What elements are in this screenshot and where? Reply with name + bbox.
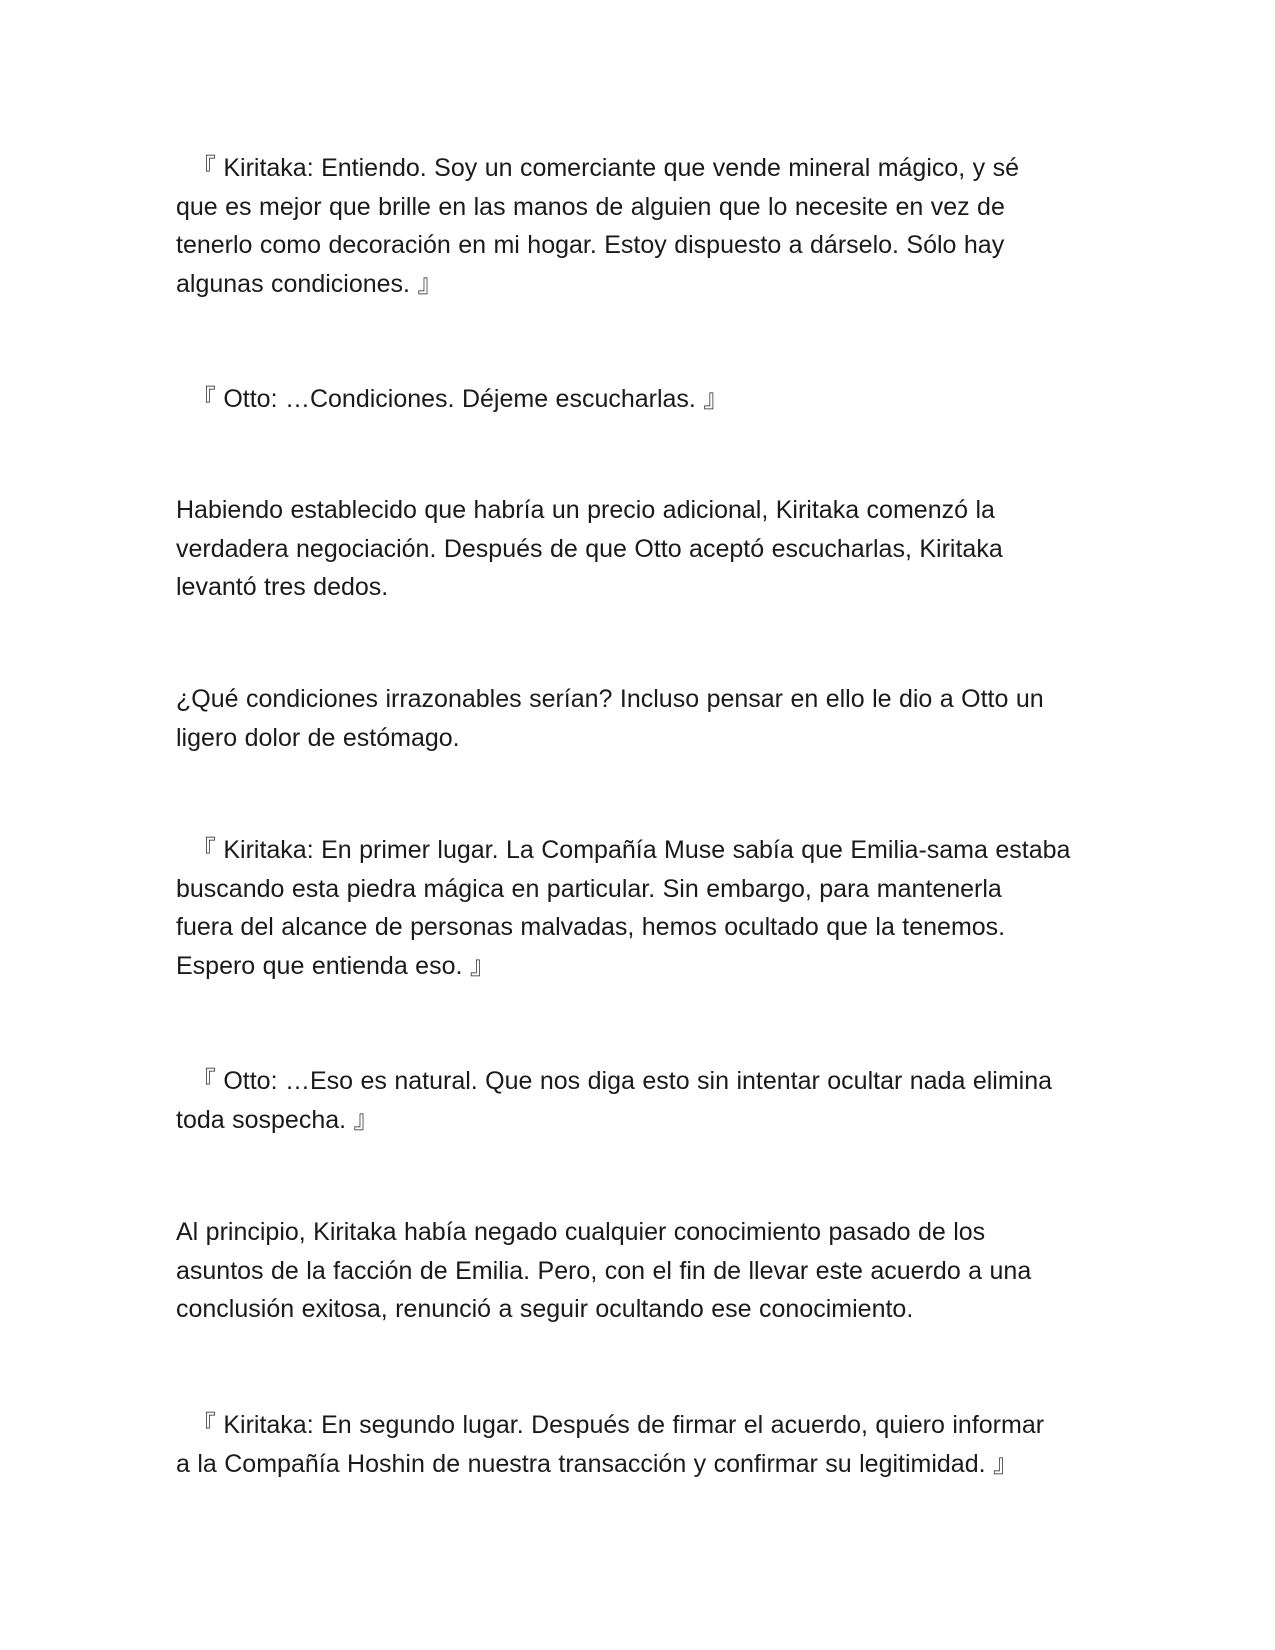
narration-negociacion: Habiendo establecido que habría un precio adicional, Kiritaka comenzó la verdadera negociación. Después de que Otto aceptó escucharlas, Kiritaka levantó tres dedos. (176, 496, 1003, 601)
narration-al-principio: Al principio, Kiritaka había negado cualquier conocimiento pasado de los asuntos de la facción de Emilia. Pero, con el fin de llevar este acuerdo a una conclusión exitosa, renunció a seguir ocultando ese conocimiento. (176, 1218, 1032, 1323)
dialogue-otto-condiciones: 『 Otto: …Condiciones. Déjeme escucharlas. 』 (176, 385, 729, 413)
dialogue-kiritaka-primer-lugar: 『 Kiritaka: En primer lugar. La Compañía Muse sabía que Emilia-sama estaba buscando esta piedra mágica en particular. Sin embargo, para mantenerla fuera del alcance de personas malvadas, hemos ocultado que la tenemos. Espero que entienda eso. 』 (176, 836, 1071, 980)
dialogue-kiritaka-segundo-lugar: 『 Kiritaka: En segundo lugar. Después de firmar el acuerdo, quiero informar a la Compañía Hoshin de nuestra transacción y confirmar su legitimidad. 』 (176, 1411, 1045, 1478)
narration-condiciones-irrazonables: ¿Qué condiciones irrazonables serían? Incluso pensar en ello le dio a Otto un ligero dolor de estómago. (176, 685, 1044, 752)
dialogue-kiritaka-entiendo: 『 Kiritaka: Entiendo. Soy un comerciante que vende mineral mágico, y sé que es mejor que brille en las manos de alguien que lo necesite en vez de tenerlo como decoración en mi hogar. Estoy dispuesto a dárselo. Sólo hay algunas condiciones. 』 (176, 154, 1020, 298)
dialogue-otto-natural: 『 Otto: …Eso es natural. Que nos diga esto sin intentar ocultar nada elimina toda sospecha. 』 (176, 1067, 1053, 1134)
